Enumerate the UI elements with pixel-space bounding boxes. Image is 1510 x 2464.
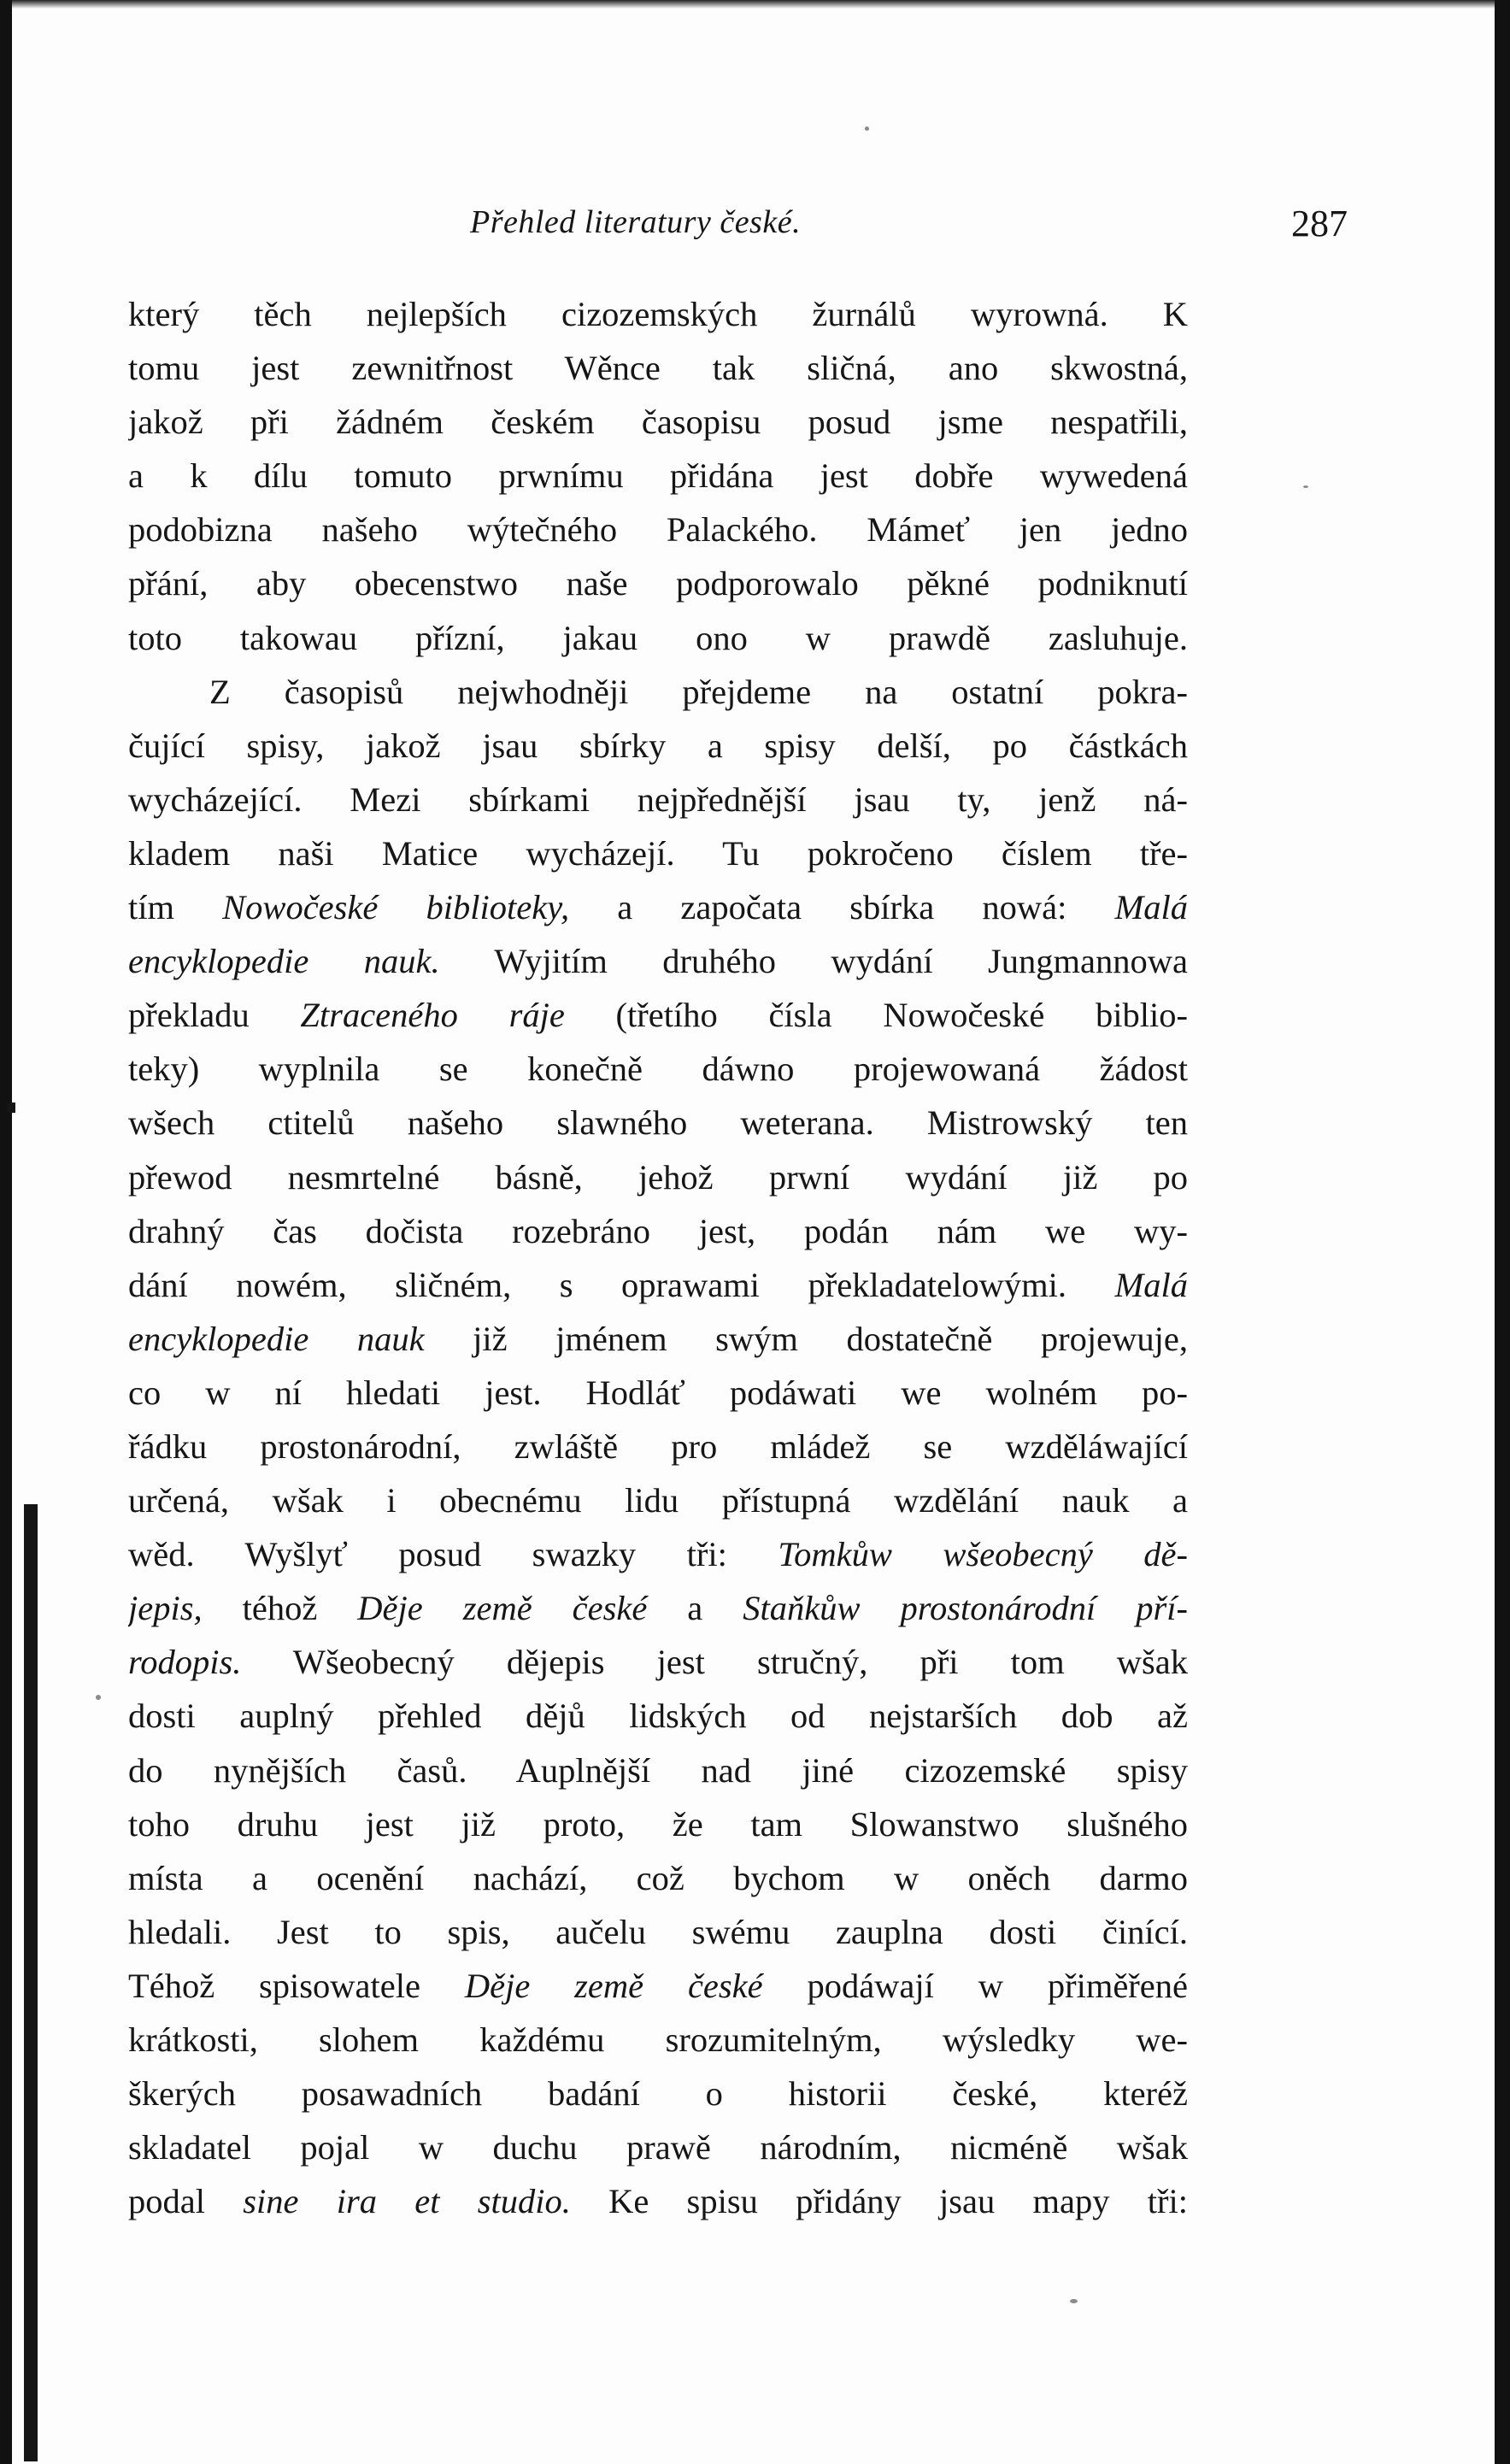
text-segment: tomu jest zewnitřnost Wěnce tak sličná, ano skwostná,	[128, 349, 1188, 388]
text-segment: toto takowau přízní, jakau ono w prawdě zasluhuje.	[128, 618, 1188, 657]
text-segment: toho druhu jest již proto, že tam Slowanstwo slušného	[128, 1804, 1188, 1844]
text-line	[128, 395, 1188, 449]
text-line	[128, 341, 1188, 395]
italic-title-text: encyklopedie nauk	[128, 1319, 425, 1358]
text-line	[128, 287, 1188, 341]
italic-title-text: encyklopedie nauk.	[128, 942, 440, 981]
scan-right-edge	[1495, 0, 1510, 2464]
text-line	[128, 826, 1188, 880]
italic-title-text: rodopis.	[128, 1643, 242, 1682]
text-segment: Ke spisu přidány jsau mapy tři:	[570, 2182, 1188, 2221]
italic-title-text: jepis,	[128, 1589, 203, 1628]
text-line	[128, 1689, 1188, 1743]
text-segment: kladem naši Matice wycházejí. Tu pokročeno číslem tře-	[128, 833, 1188, 873]
text-segment: skladatel pojal w duchu prawě národním, nicméně wšak	[128, 2128, 1188, 2167]
binding-mark	[7, 1103, 15, 1113]
text-line	[128, 1851, 1188, 1905]
dust-speck	[1070, 2299, 1078, 2303]
text-line	[128, 1744, 1188, 1797]
text-line	[128, 1959, 1188, 2013]
italic-title-text: Ztraceného ráje	[300, 996, 565, 1035]
text-segment: Téhož spisowatele	[128, 1966, 465, 2005]
text-line	[128, 773, 1188, 826]
italic-title-text: Tomkůw wšeobecný dě-	[778, 1535, 1188, 1574]
text-line	[128, 556, 1188, 610]
text-segment: překladu	[128, 996, 301, 1035]
binding-shadow	[24, 1504, 38, 2461]
text-segment: dosti auplný přehled dějů lidských od nejstarších dob až	[128, 1697, 1188, 1736]
text-line	[128, 665, 1188, 719]
italic-title-text: Děje země české	[464, 1966, 763, 2005]
text-line	[128, 1042, 1188, 1096]
text-segment: teky) wyplnila se konečně dáwno projewowaná žádost	[128, 1050, 1188, 1089]
text-segment: který těch nejlepších cizozemských žurnálů wyrowná. K	[128, 295, 1188, 333]
text-segment: přání, aby obecenstwo naše podporowalo pěkné podniknutí	[128, 564, 1188, 603]
text-line	[128, 2013, 1188, 2067]
text-line	[128, 1527, 1188, 1581]
text-segment: škerých posawadních badání o historii české, kteréž	[128, 2074, 1188, 2114]
text-segment: podáwají w přiměřené	[762, 1966, 1188, 2005]
text-line	[128, 1258, 1188, 1312]
body-text	[128, 287, 1188, 2228]
text-line	[128, 1204, 1188, 1258]
text-line	[128, 2120, 1188, 2174]
italic-title-text: Staňkůw prostonárodní pří-	[743, 1589, 1188, 1628]
text-line	[128, 2067, 1188, 2120]
text-line	[128, 1420, 1188, 1473]
text-segment: podal	[128, 2182, 244, 2221]
dust-speck	[96, 1695, 101, 1700]
text-segment: tím	[128, 888, 223, 927]
text-segment: co w ní hledati jest. Hodláť podáwati we wolném po-	[128, 1373, 1188, 1412]
text-segment: Z časopisů nejwhodněji přejdeme na ostatní pokra-	[209, 672, 1188, 711]
italic-title-text: Malá	[1114, 1265, 1188, 1304]
scan-top-edge	[0, 0, 1510, 9]
text-line	[128, 1096, 1188, 1150]
text-segment: Wyjitím druhého wydání Jungmannowa	[439, 942, 1188, 981]
text-line	[128, 880, 1188, 934]
dust-speck	[865, 126, 869, 131]
text-line	[128, 1905, 1188, 1959]
text-segment: téhož	[202, 1589, 358, 1628]
text-segment: drahný čas dočista rozebráno jest, podán nám we wy-	[128, 1211, 1188, 1250]
italic-title-text: Děje země české	[357, 1589, 648, 1628]
text-line	[128, 1150, 1188, 1204]
text-segment: a započata sbírka nowá:	[569, 888, 1115, 927]
text-segment: čující spisy, jakož jsau sbírky a spisy delší, po částkách	[128, 726, 1188, 765]
dust-speck	[1303, 485, 1308, 488]
page-header	[128, 198, 1382, 258]
text-segment: do nynějších časů. Auplnější nad jiné cizozemské spisy	[128, 1750, 1188, 1790]
text-line	[128, 449, 1188, 503]
text-line	[128, 1473, 1188, 1527]
text-segment: wšech ctitelů našeho slawného weterana. Mistrowský ten	[128, 1103, 1188, 1143]
text-segment: již jménem swým dostatečně projewuje,	[424, 1319, 1188, 1358]
text-line	[128, 2174, 1188, 2228]
text-segment: dání nowém, sličném, s oprawami překladatelowými.	[128, 1265, 1115, 1304]
text-segment: jakož při žádném českém časopisu posud jsme nespatřili,	[128, 403, 1188, 442]
italic-title-text: sine ira et studio.	[243, 2182, 571, 2221]
text-line	[128, 1797, 1188, 1851]
text-segment: krátkosti, slohem každému srozumitelným, wýsledky we-	[128, 2020, 1188, 2059]
scan-left-edge	[0, 0, 12, 2464]
text-line	[128, 1312, 1188, 1366]
text-line	[128, 1581, 1188, 1635]
text-segment: místa a ocenění nachází, což bychom w oněch darmo	[128, 1858, 1188, 1897]
text-segment: wěd. Wyšlyť posud swazky tři:	[128, 1535, 779, 1574]
text-segment: řádku prostonárodní, zwláště pro mládež se wzděláwající	[128, 1426, 1188, 1466]
italic-title-text: Malá	[1114, 888, 1188, 927]
text-line	[128, 611, 1188, 665]
text-segment: podobizna našeho wýtečného Palackého. Mámeť jen jedno	[128, 510, 1188, 550]
italic-title-text: Nowočeské biblioteky,	[222, 888, 570, 927]
text-line	[128, 503, 1188, 556]
text-segment: hledali. Jest to spis, aučelu swému zauplna dosti činící.	[128, 1912, 1188, 1951]
text-segment: Wšeobecný dějepis jest stručný, při tom wšak	[241, 1643, 1188, 1682]
text-segment: wycházející. Mezi sbírkami nejpřednější jsau ty, jenž ná-	[128, 779, 1188, 819]
page-number: 287	[1291, 203, 1348, 244]
text-segment: přewod nesmrtelné básně, jehož prwní wydání již po	[128, 1157, 1188, 1197]
text-line	[128, 1635, 1188, 1689]
text-segment: a k dílu tomuto prwnímu přidána jest dobře wywedená	[128, 456, 1188, 496]
running-title: Přehled literatury české.	[470, 204, 802, 240]
text-segment: určená, wšak i obecnému lidu přístupná wzdělání nauk a	[128, 1481, 1188, 1520]
text-segment: (třetího čísla Nowočeské biblio-	[564, 996, 1188, 1035]
text-segment: a	[647, 1589, 743, 1628]
text-line	[128, 719, 1188, 773]
text-line	[128, 1366, 1188, 1420]
text-line	[128, 934, 1188, 988]
text-line	[128, 988, 1188, 1042]
